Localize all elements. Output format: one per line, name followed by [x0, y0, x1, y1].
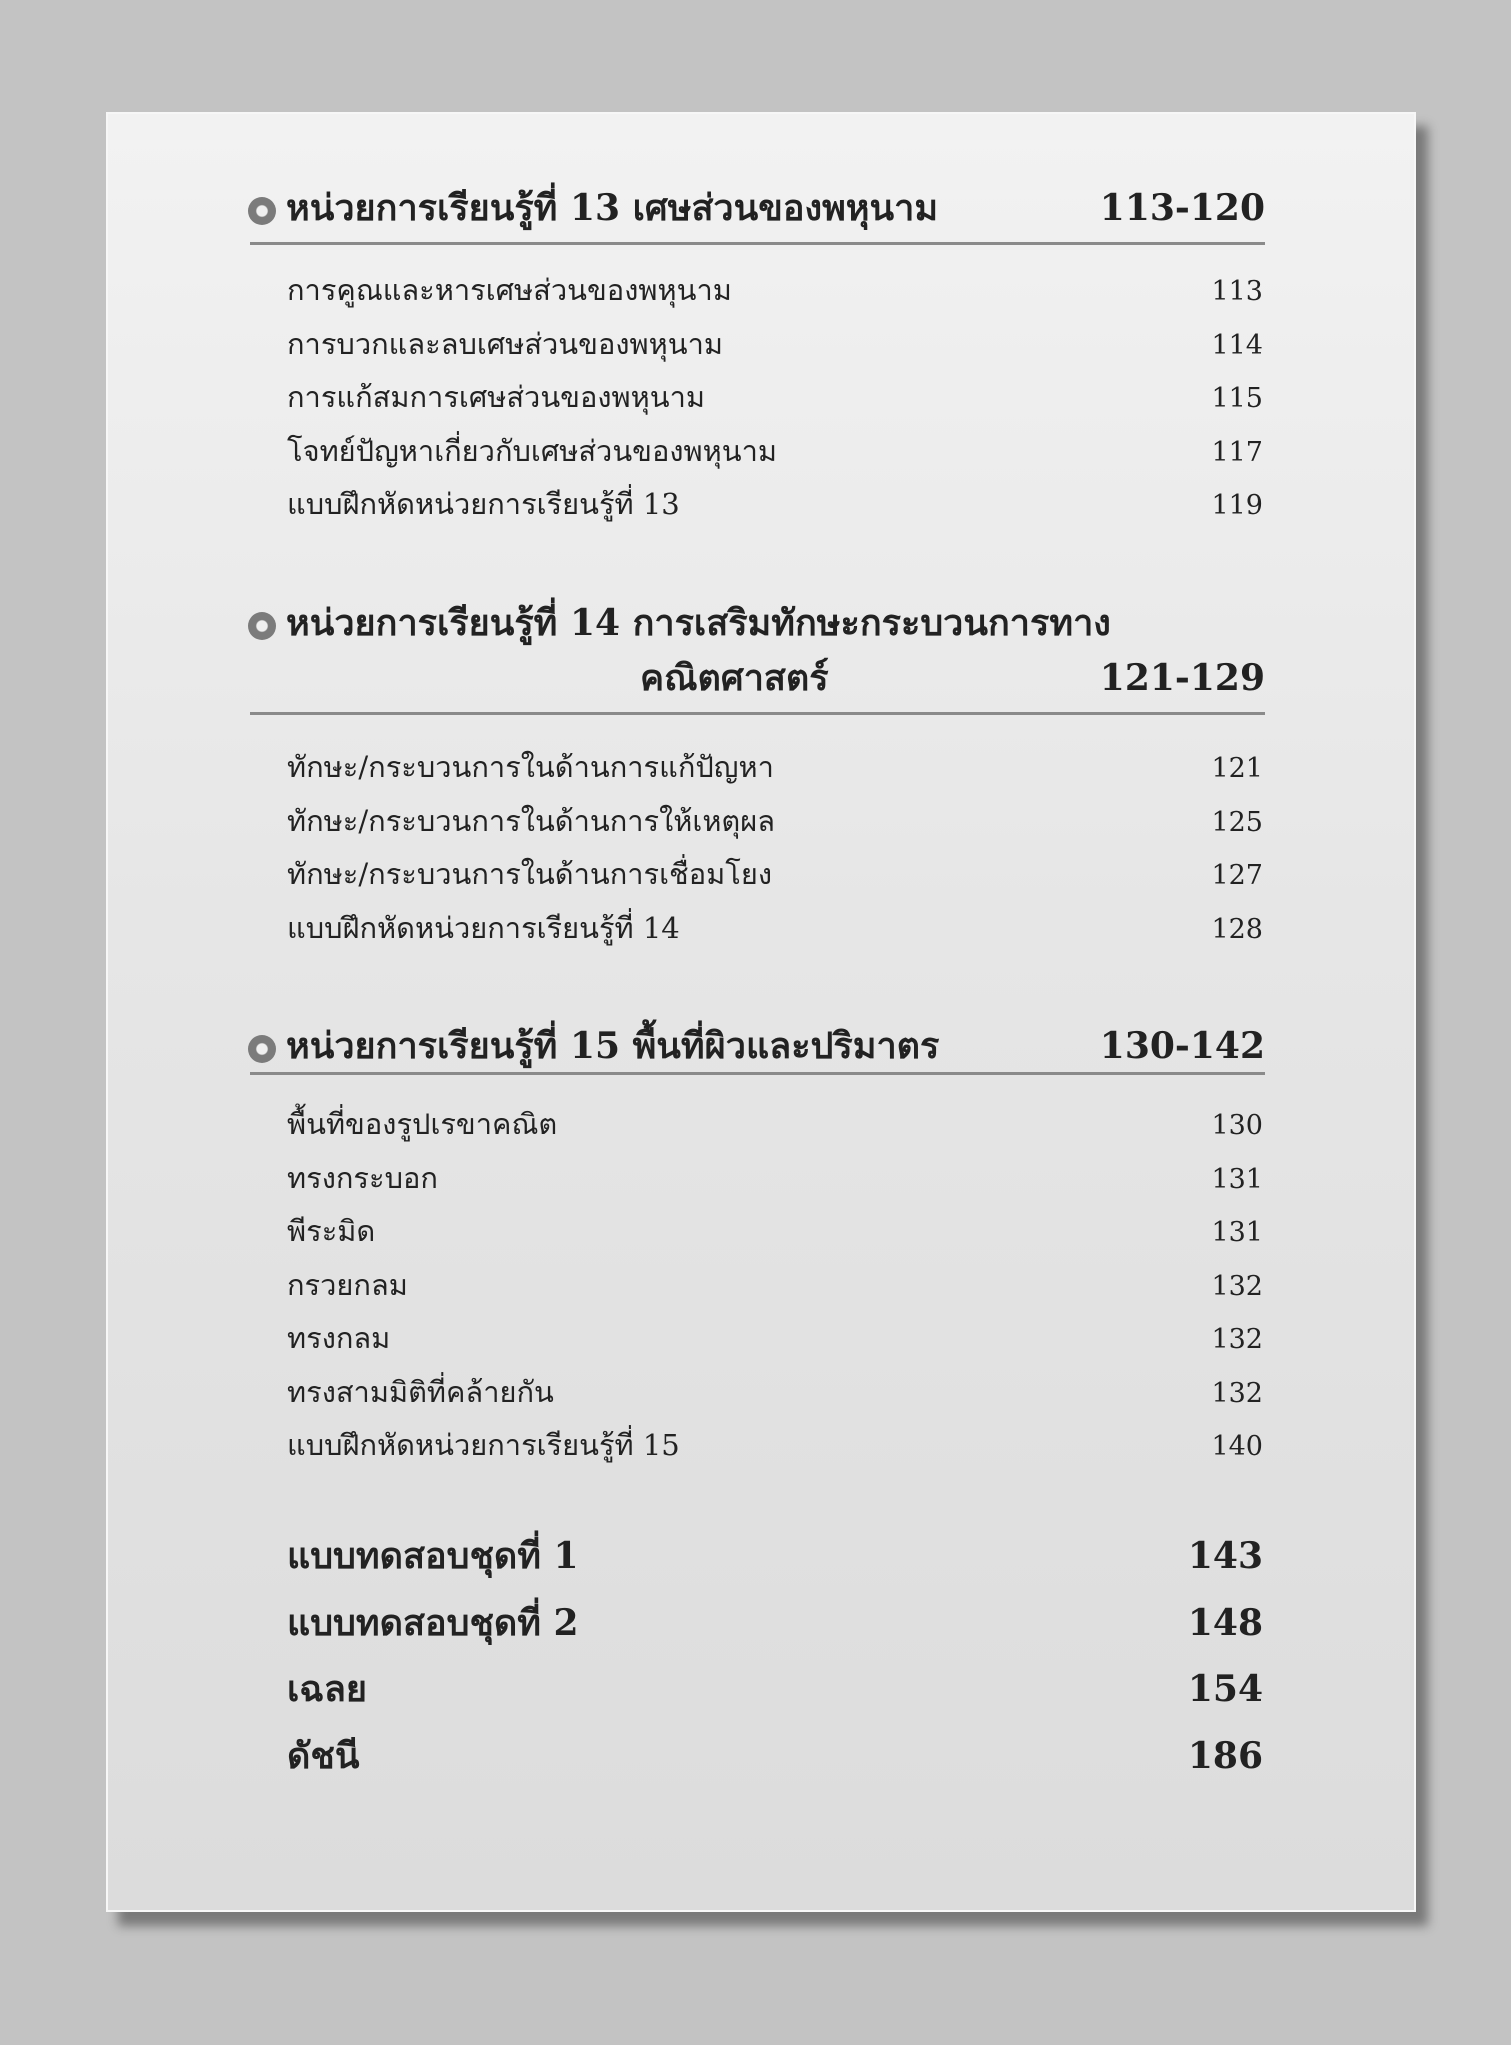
- toc-entry-page: 128: [1211, 913, 1263, 945]
- toc-entry[interactable]: [287, 803, 1263, 861]
- toc-entry[interactable]: [287, 1107, 1263, 1164]
- toc-entry-label: แบบทดสอบชุดที่ 1: [287, 1535, 579, 1577]
- toc-entry-label: กรวยกลม: [287, 1267, 408, 1302]
- toc-entry[interactable]: [287, 487, 1263, 544]
- section-13-header: [250, 180, 1265, 245]
- section-page-range: 130-142: [1099, 1025, 1265, 1067]
- toc-entry-label: ทรงกลม: [287, 1321, 391, 1355]
- toc-entry[interactable]: [287, 433, 1263, 491]
- toc-entry-page: 154: [1187, 1668, 1263, 1710]
- toc-entry[interactable]: [287, 273, 1263, 330]
- section-14-header: [250, 580, 1265, 715]
- toc-entry-page: 130: [1211, 1110, 1263, 1141]
- toc-entry-page: 140: [1211, 1431, 1263, 1462]
- toc-entry-label: ทรงกระบอก: [287, 1160, 438, 1195]
- toc-entry[interactable]: [287, 1214, 1263, 1271]
- section-13-items: [287, 273, 1263, 544]
- toc-entry-label: พีระมิด: [287, 1214, 376, 1248]
- toc-entry-label: โจทย์ปัญหาเกี่ยวกับเศษส่วนของพหุนาม: [287, 433, 778, 468]
- toc-entry-label: เฉลย: [287, 1668, 367, 1710]
- toc-back-entry[interactable]: [287, 1535, 1263, 1605]
- toc-entry-label: แบบฝึกหัดหน่วยการเรียนรู้ที่ 14: [287, 910, 680, 945]
- toc-back-entry[interactable]: [287, 1734, 1263, 1805]
- toc-entry-page: 131: [1211, 1163, 1263, 1195]
- toc-entry[interactable]: [287, 1267, 1263, 1325]
- toc-entry-page: 186: [1187, 1734, 1263, 1777]
- toc-entry-label: ทักษะ/กระบวนการในด้านการแก้ปัญหา: [287, 750, 774, 784]
- toc-entry[interactable]: [287, 1428, 1263, 1485]
- toc-entry-label: ดัชนี: [287, 1734, 360, 1777]
- toc-entry[interactable]: [287, 857, 1263, 914]
- back-matter-list: [287, 1535, 1263, 1804]
- circle-bullet-icon: [248, 612, 276, 640]
- section-page-range: 113-120: [1099, 187, 1265, 229]
- toc-entry-label: แบบฝึกหัดหน่วยการเรียนรู้ที่ 15: [287, 1428, 680, 1462]
- toc-entry-page: 114: [1211, 329, 1263, 361]
- toc-back-entry[interactable]: [287, 1668, 1263, 1738]
- toc-entry-label: ทักษะ/กระบวนการในด้านการเชื่อมโยง: [287, 857, 772, 891]
- section-title-continued: คณิตศาสตร์: [640, 657, 829, 699]
- toc-entry-label: แบบทดสอบชุดที่ 2: [287, 1601, 579, 1644]
- toc-entry-label: การแก้สมการเศษส่วนของพหุนาม: [287, 380, 706, 414]
- toc-entry-page: 131: [1211, 1217, 1263, 1248]
- section-15-header: [250, 1010, 1265, 1075]
- toc-entry-page: 132: [1211, 1377, 1263, 1409]
- toc-entry-page: 127: [1211, 860, 1263, 891]
- toc-entry[interactable]: [287, 910, 1263, 968]
- section-title: หน่วยการเรียนรู้ที่ 13 เศษส่วนของพหุนาม: [286, 187, 939, 229]
- toc-entry-page: 113: [1211, 276, 1263, 307]
- toc-entry-page: 143: [1187, 1535, 1263, 1577]
- toc-entry-page: 119: [1211, 490, 1263, 521]
- toc-entry[interactable]: [287, 380, 1263, 437]
- toc-entry-label: การบวกและลบเศษส่วนของพหุนาม: [287, 326, 723, 361]
- toc-entry-label: ทักษะ/กระบวนการในด้านการให้เหตุผล: [287, 803, 776, 838]
- section-15-items: [287, 1107, 1263, 1485]
- toc-entry-label: พื้นที่ของรูปเรขาคณิต: [287, 1107, 558, 1141]
- toc-entry[interactable]: [287, 1160, 1263, 1218]
- section-14-items: [287, 750, 1263, 967]
- toc-entry[interactable]: [287, 1321, 1263, 1378]
- toc-entry[interactable]: [287, 1374, 1263, 1432]
- toc-entry-page: 117: [1211, 436, 1263, 468]
- toc-entry-page: 132: [1211, 1324, 1263, 1355]
- section-page-range: 121-129: [1099, 657, 1265, 699]
- toc-entry[interactable]: [287, 326, 1263, 384]
- circle-bullet-icon: [248, 197, 276, 225]
- toc-entry-label: ทรงสามมิติที่คล้ายกัน: [287, 1374, 554, 1409]
- toc-back-entry[interactable]: [287, 1601, 1263, 1672]
- circle-bullet-icon: [248, 1035, 276, 1063]
- toc-entry-page: 121: [1211, 753, 1263, 784]
- toc-entry-page: 115: [1211, 383, 1263, 414]
- toc-entry-page: 125: [1211, 806, 1263, 838]
- toc-entry-label: แบบฝึกหัดหน่วยการเรียนรู้ที่ 13: [287, 487, 680, 521]
- section-title: หน่วยการเรียนรู้ที่ 15 พื้นที่ผิวและปริมาตร: [286, 1025, 940, 1067]
- toc-entry-label: การคูณและหารเศษส่วนของพหุนาม: [287, 273, 732, 307]
- toc-entry-page: 148: [1187, 1601, 1263, 1644]
- toc-entry[interactable]: [287, 750, 1263, 807]
- toc-entry-page: 132: [1211, 1270, 1263, 1302]
- section-title: หน่วยการเรียนรู้ที่ 14 การเสริมทักษะกระบวนการทาง: [286, 602, 1111, 644]
